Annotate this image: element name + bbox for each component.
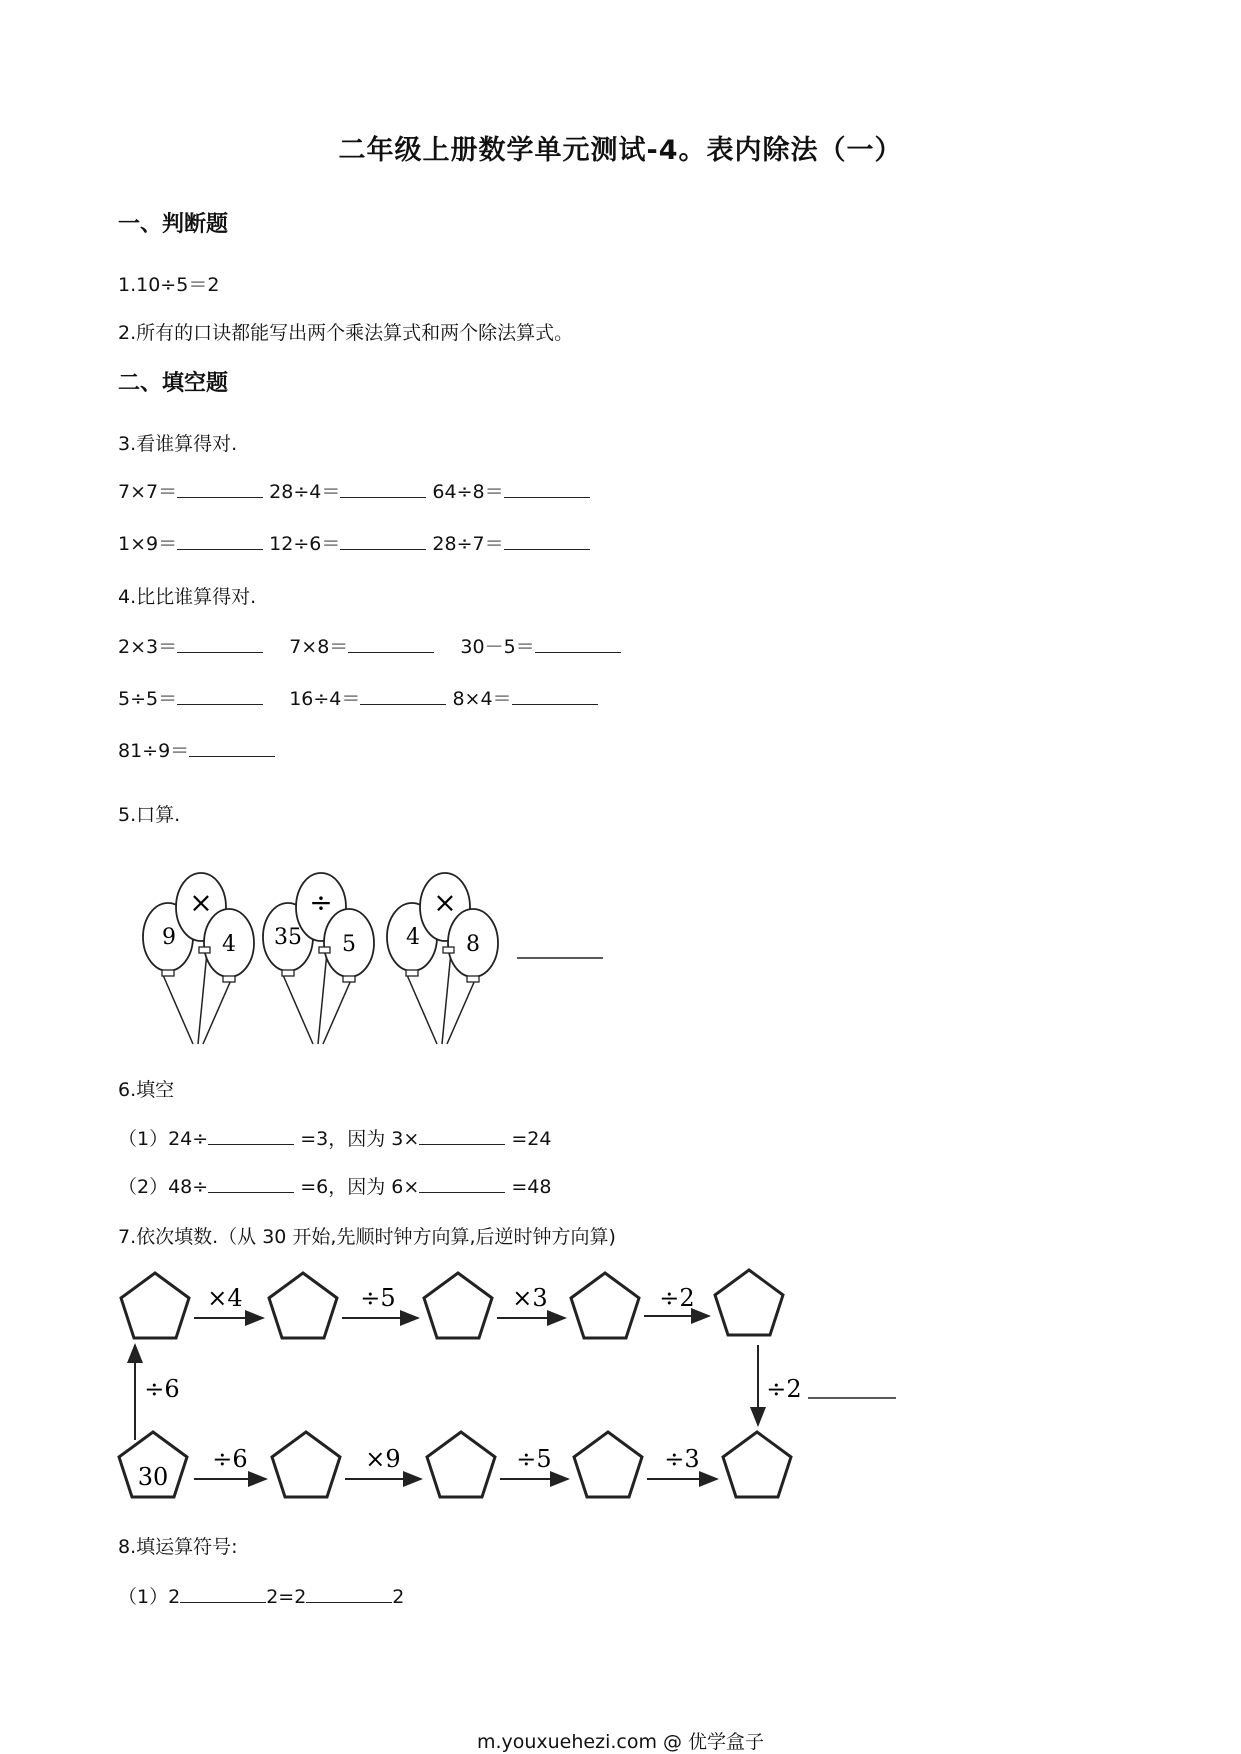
expr: 7×8＝ [289, 636, 349, 658]
expr: （2）48÷ [118, 1176, 209, 1198]
op-label: ×9 [365, 1445, 401, 1473]
expr: 2=2 [266, 1586, 307, 1608]
balloon-left-number: 9 [162, 925, 176, 950]
question-6-part-2 [118, 1172, 551, 1199]
answer-blank[interactable] [177, 531, 263, 550]
expr: =48 [511, 1176, 552, 1198]
op-label: ×4 [207, 1284, 243, 1312]
question-7-label: 7.依次填数.（从 30 开始,先顺时钟方向算,后逆时钟方向算) [118, 1226, 616, 1248]
expr: 28÷7＝ [432, 533, 504, 555]
section-fill-blank: 二、填空题 [118, 371, 229, 396]
pentagon-top-4[interactable] [571, 1273, 639, 1338]
op-label: ÷5 [360, 1284, 396, 1312]
expr: （1）2 [118, 1586, 181, 1608]
question-5-label: 5.口算. [118, 804, 181, 826]
op-label: ×3 [512, 1284, 548, 1312]
expr: 12÷6＝ [269, 533, 341, 555]
expr: =24 [511, 1128, 552, 1150]
expr: 30－5＝ [460, 636, 535, 658]
pentagon-cycle-diagram [112, 1265, 932, 1515]
expr: 2 [392, 1586, 405, 1608]
expr: 2×3＝ [118, 636, 178, 658]
expr: 81÷9＝ [118, 740, 190, 762]
expr: 5÷5＝ [118, 688, 178, 710]
balloon-right-number: 4 [222, 932, 236, 957]
balloon-op: ÷ [309, 886, 333, 919]
answer-blank[interactable] [177, 634, 263, 653]
expr: 7×7＝ [118, 481, 178, 503]
expr: 28÷4＝ [269, 481, 341, 503]
pentagon-top-3[interactable] [424, 1273, 492, 1338]
answer-blank[interactable] [189, 738, 275, 757]
question-6-part-1 [118, 1124, 551, 1151]
balloon-op: × [433, 886, 457, 919]
pentagon-bottom-5[interactable] [723, 1432, 791, 1497]
op-label: ÷5 [516, 1445, 552, 1473]
pentagon-bottom-4[interactable] [574, 1432, 642, 1497]
op-label: ÷2 [766, 1375, 802, 1403]
section-judgement: 一、判断题 [118, 212, 229, 237]
answer-blank[interactable] [419, 1126, 505, 1145]
answer-blank[interactable] [340, 479, 426, 498]
pentagon-bottom-3[interactable] [427, 1432, 495, 1497]
expr: =6，因为 6× [300, 1176, 420, 1198]
answer-blank[interactable] [177, 686, 263, 705]
pentagon-top-1[interactable] [121, 1273, 189, 1338]
question-3-row-2 [118, 529, 590, 556]
expr: 1×9＝ [118, 533, 178, 555]
page-title: 二年级上册数学单元测试-4。表内除法（一） [338, 135, 903, 166]
op-label: ÷2 [659, 1284, 695, 1312]
question-4-row-1 [118, 632, 621, 659]
question-2: 2.所有的口诀都能写出两个乘法算式和两个除法算式。 [118, 322, 574, 344]
answer-blank[interactable] [504, 479, 590, 498]
answer-blank[interactable] [535, 634, 621, 653]
balloon-right-number: 8 [466, 932, 480, 957]
balloon-left-number: 4 [406, 925, 420, 950]
op-label: ÷6 [144, 1375, 180, 1403]
answer-blank[interactable] [306, 1584, 392, 1603]
answer-blank[interactable] [208, 1174, 294, 1193]
answer-blank[interactable] [512, 686, 598, 705]
balloon-group-1 [143, 873, 254, 1044]
expr: 8×4＝ [452, 688, 512, 710]
question-3-label: 3.看谁算得对. [118, 433, 238, 455]
answer-blank[interactable] [180, 1584, 266, 1603]
pentagon-bottom-2[interactable] [272, 1432, 340, 1497]
answer-blank[interactable] [348, 634, 434, 653]
answer-blank[interactable] [504, 531, 590, 550]
balloons-figure [135, 862, 695, 1052]
balloon-group-3 [387, 873, 498, 1044]
expr: 16÷4＝ [289, 688, 361, 710]
start-number: 30 [137, 1463, 169, 1491]
footer-watermark: m.youxuehezi.com @ 优学盒子 [476, 1731, 765, 1753]
answer-blank[interactable] [208, 1126, 294, 1145]
expr: 64÷8＝ [432, 481, 504, 503]
question-6-label: 6.填空 [118, 1079, 175, 1101]
expr: （1）24÷ [118, 1128, 209, 1150]
question-4-label: 4.比比谁算得对. [118, 586, 257, 608]
balloon-right-number: 5 [342, 932, 356, 957]
question-1: 1.10÷5＝2 [118, 274, 220, 296]
question-8-label: 8.填运算符号: [118, 1536, 238, 1558]
answer-blank[interactable] [177, 479, 263, 498]
question-4-row-2 [118, 684, 598, 711]
op-label: ÷6 [212, 1445, 248, 1473]
answer-blank[interactable] [419, 1174, 505, 1193]
pentagon-top-5[interactable] [715, 1270, 783, 1335]
pentagon-top-2[interactable] [269, 1273, 337, 1338]
op-label: ÷3 [664, 1445, 700, 1473]
balloon-group-2 [263, 873, 374, 1044]
balloon-left-number: 35 [274, 925, 302, 950]
expr: =3，因为 3× [300, 1128, 420, 1150]
balloon-op: × [189, 886, 213, 919]
question-4-row-3 [118, 736, 275, 763]
answer-blank[interactable] [340, 531, 426, 550]
question-3-row-1 [118, 477, 590, 504]
question-8-part-1 [118, 1582, 404, 1609]
answer-blank[interactable] [360, 686, 446, 705]
